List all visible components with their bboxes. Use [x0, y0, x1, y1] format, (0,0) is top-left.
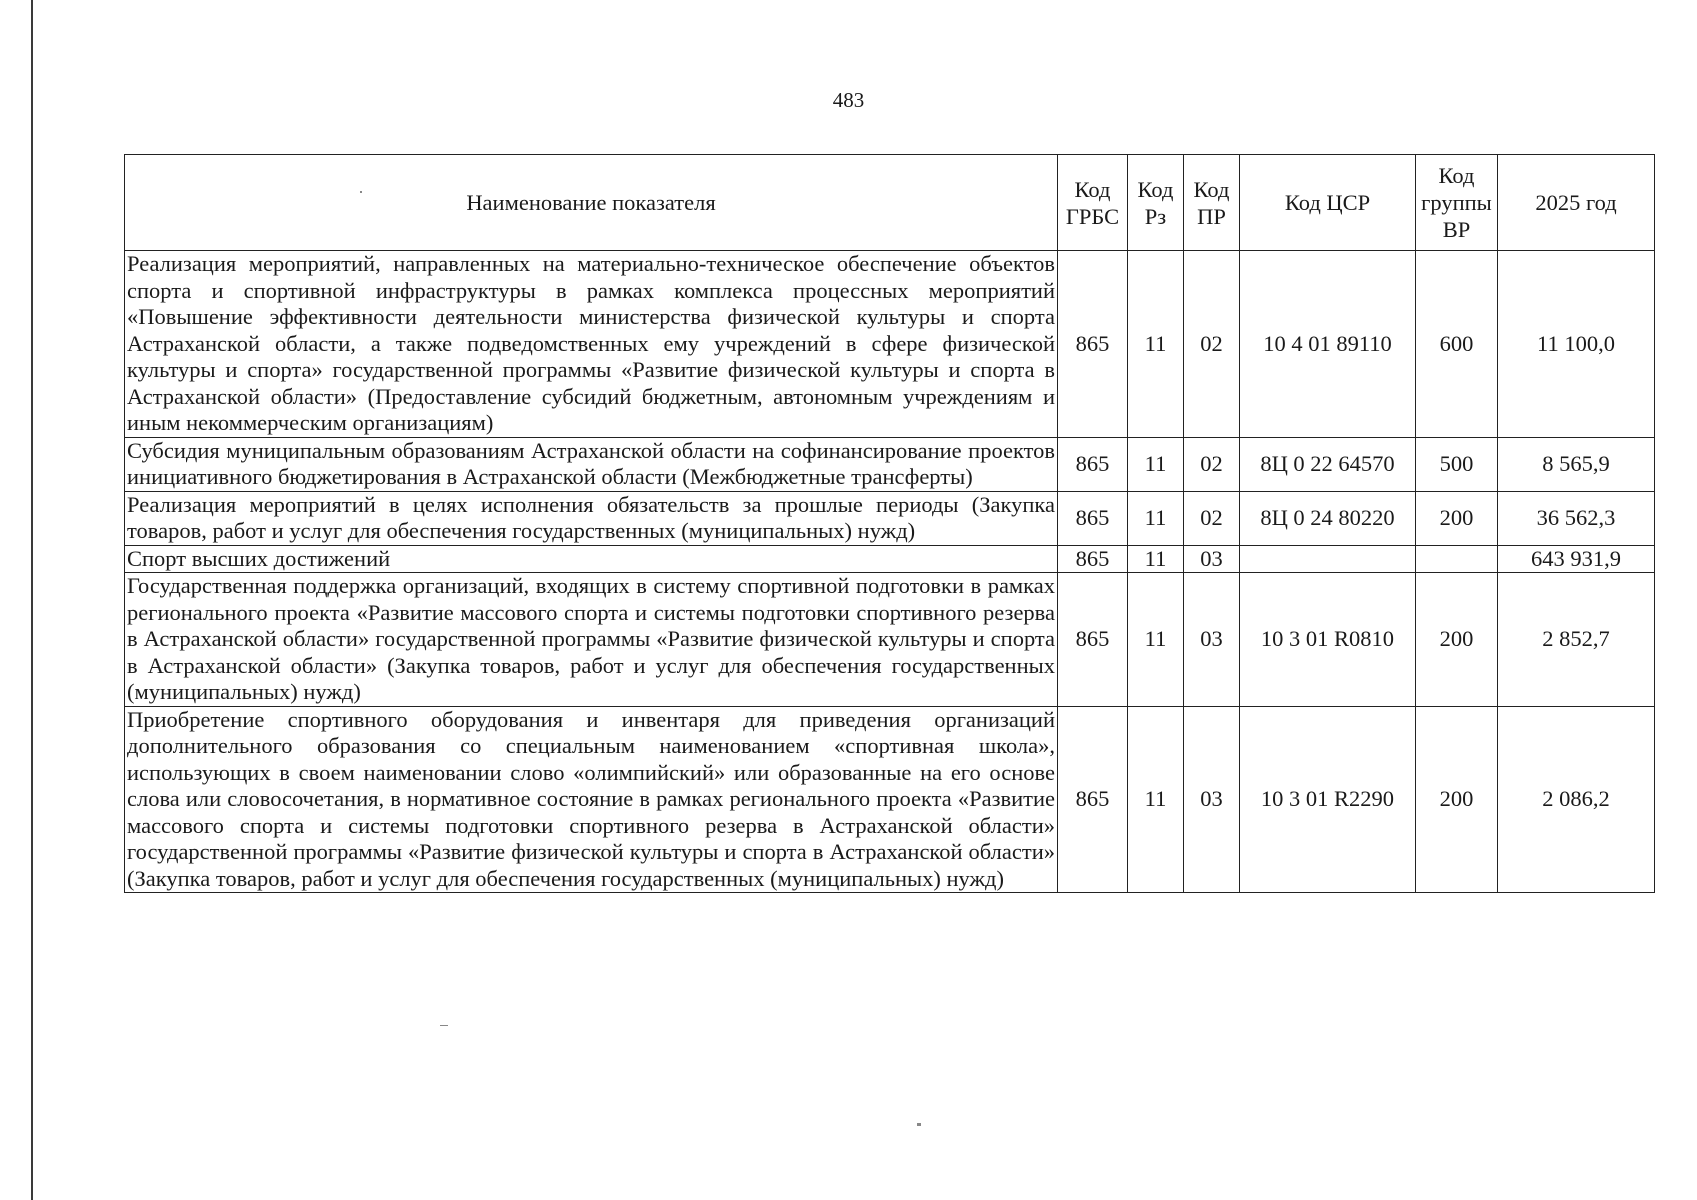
- row-vr: [1416, 545, 1498, 573]
- header-vr: Код группы ВР: [1416, 155, 1498, 251]
- row-amount: 2 852,7: [1498, 573, 1655, 707]
- row-rz: 11: [1128, 251, 1184, 438]
- row-amount: 11 100,0: [1498, 251, 1655, 438]
- table-row: [125, 545, 1655, 573]
- row-vr: 500: [1416, 437, 1498, 491]
- row-pr: 03: [1184, 545, 1240, 573]
- table-row: [125, 573, 1655, 707]
- header-year: 2025 год: [1498, 155, 1655, 251]
- row-amount: 643 931,9: [1498, 545, 1655, 573]
- row-grbs: 865: [1058, 437, 1128, 491]
- row-grbs: 865: [1058, 491, 1128, 545]
- row-csr: 8Ц 0 22 64570: [1240, 437, 1416, 491]
- row-vr: 600: [1416, 251, 1498, 438]
- row-name: Приобретение спортивного оборудования и инвентаря для приведения организаций дополнительного образования со специальным наименованием «спортивная школа», использующих в своем наименовании слово «олимпийский» или образованные на его основе слова или словосочетания, в нормативное состояние в рамках регионального проекта «Развитие массового спорта и системы подготовки спортивного резерва в Астраханской области» государственной программы «Развитие физической культуры и спорта в Астраханской области» (Закупка товаров, работ и услуг для обеспечения государственных (муниципальных) нужд): [125, 706, 1058, 893]
- row-rz: 11: [1128, 706, 1184, 893]
- table-row: [125, 437, 1655, 491]
- row-grbs: 865: [1058, 251, 1128, 438]
- row-vr: 200: [1416, 706, 1498, 893]
- table-row: [125, 491, 1655, 545]
- row-vr: 200: [1416, 573, 1498, 707]
- row-csr: 10 3 01 R2290: [1240, 706, 1416, 893]
- row-rz: 11: [1128, 491, 1184, 545]
- scan-edge-line: [31, 0, 33, 1200]
- row-amount: 2 086,2: [1498, 706, 1655, 893]
- table-row: [125, 251, 1655, 438]
- header-grbs: Код ГРБС: [1058, 155, 1128, 251]
- row-vr: 200: [1416, 491, 1498, 545]
- header-pr: Код ПР: [1184, 155, 1240, 251]
- table-header-row: [125, 155, 1655, 251]
- row-name: Субсидия муниципальным образованиям Астраханской области на софинансирование проектов инициативного бюджетирования в Астраханской области (Межбюджетные трансферты): [125, 437, 1058, 491]
- header-csr: Код ЦСР: [1240, 155, 1416, 251]
- page-number: 483: [832, 88, 865, 112]
- row-pr: 02: [1184, 251, 1240, 438]
- row-grbs: 865: [1058, 545, 1128, 573]
- row-pr: 02: [1184, 491, 1240, 545]
- row-csr: 8Ц 0 24 80220: [1240, 491, 1416, 545]
- header-name: Наименование показателя: [125, 155, 1058, 251]
- row-name: Спорт высших достижений: [125, 545, 1058, 573]
- scan-speck: [440, 1025, 448, 1026]
- row-csr: 10 4 01 89110: [1240, 251, 1416, 438]
- row-pr: 02: [1184, 437, 1240, 491]
- scan-speck: [917, 1123, 921, 1126]
- row-rz: 11: [1128, 573, 1184, 707]
- row-amount: 8 565,9: [1498, 437, 1655, 491]
- row-name: Государственная поддержка организаций, входящих в систему спортивной подготовки в рамках регионального проекта «Развитие массового спорта и системы подготовки спортивного резерва в Астраханской области» государственной программы «Развитие физической культуры и спорта в Астраханской области» (Закупка товаров, работ и услуг для обеспечения государственных (муниципальных) нужд): [125, 573, 1058, 707]
- row-grbs: 865: [1058, 706, 1128, 893]
- row-name: Реализация мероприятий в целях исполнения обязательств за прошлые периоды (Закупка товаров, работ и услуг для обеспечения государственных (муниципальных) нужд): [125, 491, 1058, 545]
- scan-speck: [360, 191, 362, 193]
- row-csr: [1240, 545, 1416, 573]
- row-rz: 11: [1128, 545, 1184, 573]
- row-name: Реализация мероприятий, направленных на материально-техническое обеспечение объектов спорта и спортивной инфраструктуры в рамках комплекса процессных мероприятий «Повышение эффективности деятельности министерства физической культуры и спорта Астраханской области, а также подведомственных ему учреждений в сфере физической культуры и спорта» государственной программы «Развитие физической культуры и спорта в Астраханской области» (Предоставление субсидий бюджетным, автономным учреждениям и иным некоммерческим организациям): [125, 251, 1058, 438]
- row-pr: 03: [1184, 706, 1240, 893]
- row-rz: 11: [1128, 437, 1184, 491]
- row-amount: 36 562,3: [1498, 491, 1655, 545]
- table-row: [125, 706, 1655, 893]
- budget-table: [124, 154, 1655, 893]
- header-rz: Код Рз: [1128, 155, 1184, 251]
- row-pr: 03: [1184, 573, 1240, 707]
- row-csr: 10 3 01 R0810: [1240, 573, 1416, 707]
- row-grbs: 865: [1058, 573, 1128, 707]
